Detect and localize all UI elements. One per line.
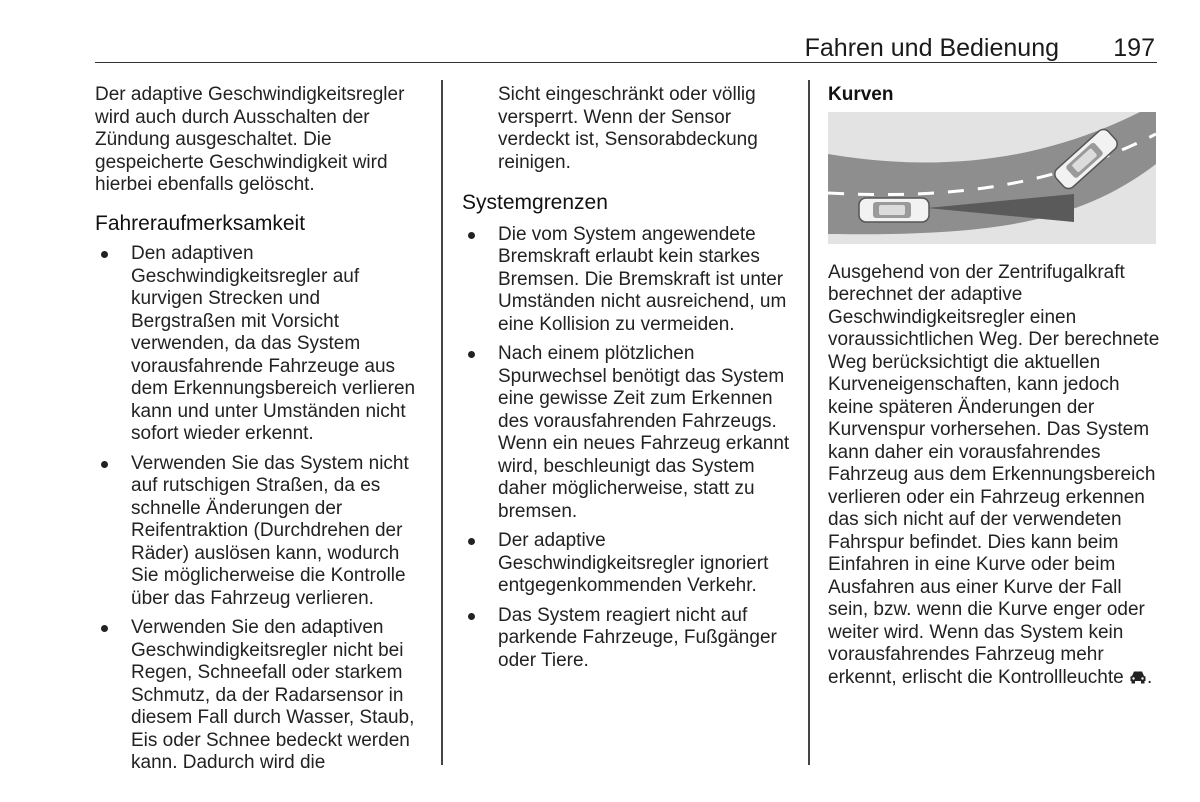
column-3 xyxy=(828,84,1160,689)
curve-illustration xyxy=(828,112,1156,244)
list-item: Das System reagiert nicht auf parkende Fahrzeuge, Fußgänger oder Tiere. xyxy=(462,605,792,673)
curve-road-svg xyxy=(828,112,1156,244)
heading-fahreraufmerksamkeit: Fahreraufmerksamkeit xyxy=(95,211,306,235)
attention-list xyxy=(95,243,427,775)
intro-paragraph: Der adaptive Geschwindigkeitsregler wird auch durch Ausschalten der Zündung ausgeschaltet. Die gespeicherte Geschwindigkeit wird hierbei ebenfalls gelöscht. xyxy=(95,84,405,195)
heading-systemgrenzen: Systemgrenzen xyxy=(462,191,608,214)
page-header xyxy=(95,32,1157,63)
column-1 xyxy=(95,84,427,782)
heading-kurven: Kurven xyxy=(828,84,894,105)
page-number: 197 xyxy=(1113,34,1155,62)
list-item: Den adaptiven Geschwindigkeitsregler auf kurvigen Strecken und Bergstraßen mit Vorsicht verwenden, da das System vorausfahrende Fahrzeuge aus dem Erkennungsbereich verlieren kann und unter Umständen nicht sofort wieder erkennt. xyxy=(95,243,427,446)
list-item: Nach einem plötzlichen Spurwechsel benötigt das System eine gewisse Zeit zum Erkennen des vorausfahrenden Fahrzeugs. Wenn ein neues Fahrzeug erkannt wird, beschleunigt das System daher möglicherweise, statt zu bremsen. xyxy=(462,343,792,523)
list-item: Die vom System angewendete Bremskraft erlaubt kein starkes Bremsen. Die Bremskraft ist unter Umständen nicht ausreichend, um eine Kollision zu vermeiden. xyxy=(462,224,792,337)
list-item: Der adaptive Geschwindigkeitsregler ignoriert entgegenkommenden Verkehr. xyxy=(462,530,792,598)
curve-text: Ausgehend von der Zentrifugalkraft berechnet der adaptive Geschwindigkeitsregler einen voraussichtlichen Weg. Der berechnete Weg berücksichtigt die aktuellen Kurveneigenschaften, kann jedoch keine späteren Änderungen der Kurvenspur vorhersehen. Das System kann daher ein vorausfahrendes Fahrzeug aus dem Erkennungsbereich verlieren oder ein Fahrzeug erkennen das sich nicht auf der verwendeten Fahrspur befindet. Dies kann beim Einfahren in eine Kurve oder beim Ausfahren aus einer Kurve der Fall sein, bzw. wenn die Kurve enger oder weiter wird. Wenn das System kein vorausfahrendes Fahrzeug mehr erkennt, erlischt die Kontrollleuchte xyxy=(828,261,1160,688)
list-item: Verwenden Sie den adaptiven Geschwindigkeitsregler nicht bei Regen, Schneefall oder starkem Schmutz, da der Radarsensor in diesem Fall durch Wasser, Staub, Eis oder Schnee bedeckt werden kann. Dadurch wird die xyxy=(95,617,427,775)
limits-list xyxy=(462,224,792,673)
section-title: Fahren und Bedienung xyxy=(804,34,1059,62)
continuation-paragraph: Sicht eingeschränkt oder völlig versperrt. Wenn der Sensor verdeckt ist, Sensorabdeckung reinigen. xyxy=(498,84,758,173)
column-2 xyxy=(462,84,792,679)
column-divider xyxy=(441,80,443,765)
column-divider xyxy=(808,80,810,765)
curve-paragraph xyxy=(828,262,1160,690)
curve-text-end: . xyxy=(1147,666,1153,688)
own-car xyxy=(859,198,929,222)
vehicle-ahead-icon xyxy=(1129,667,1147,688)
list-item: Verwenden Sie das System nicht auf rutschigen Straßen, da es schnelle Änderungen der Reifentraktion (Durchdrehen der Räder) auslösen kann, wodurch Sie möglicherweise die Kontrolle über das Fahrzeug verlieren. xyxy=(95,453,427,611)
